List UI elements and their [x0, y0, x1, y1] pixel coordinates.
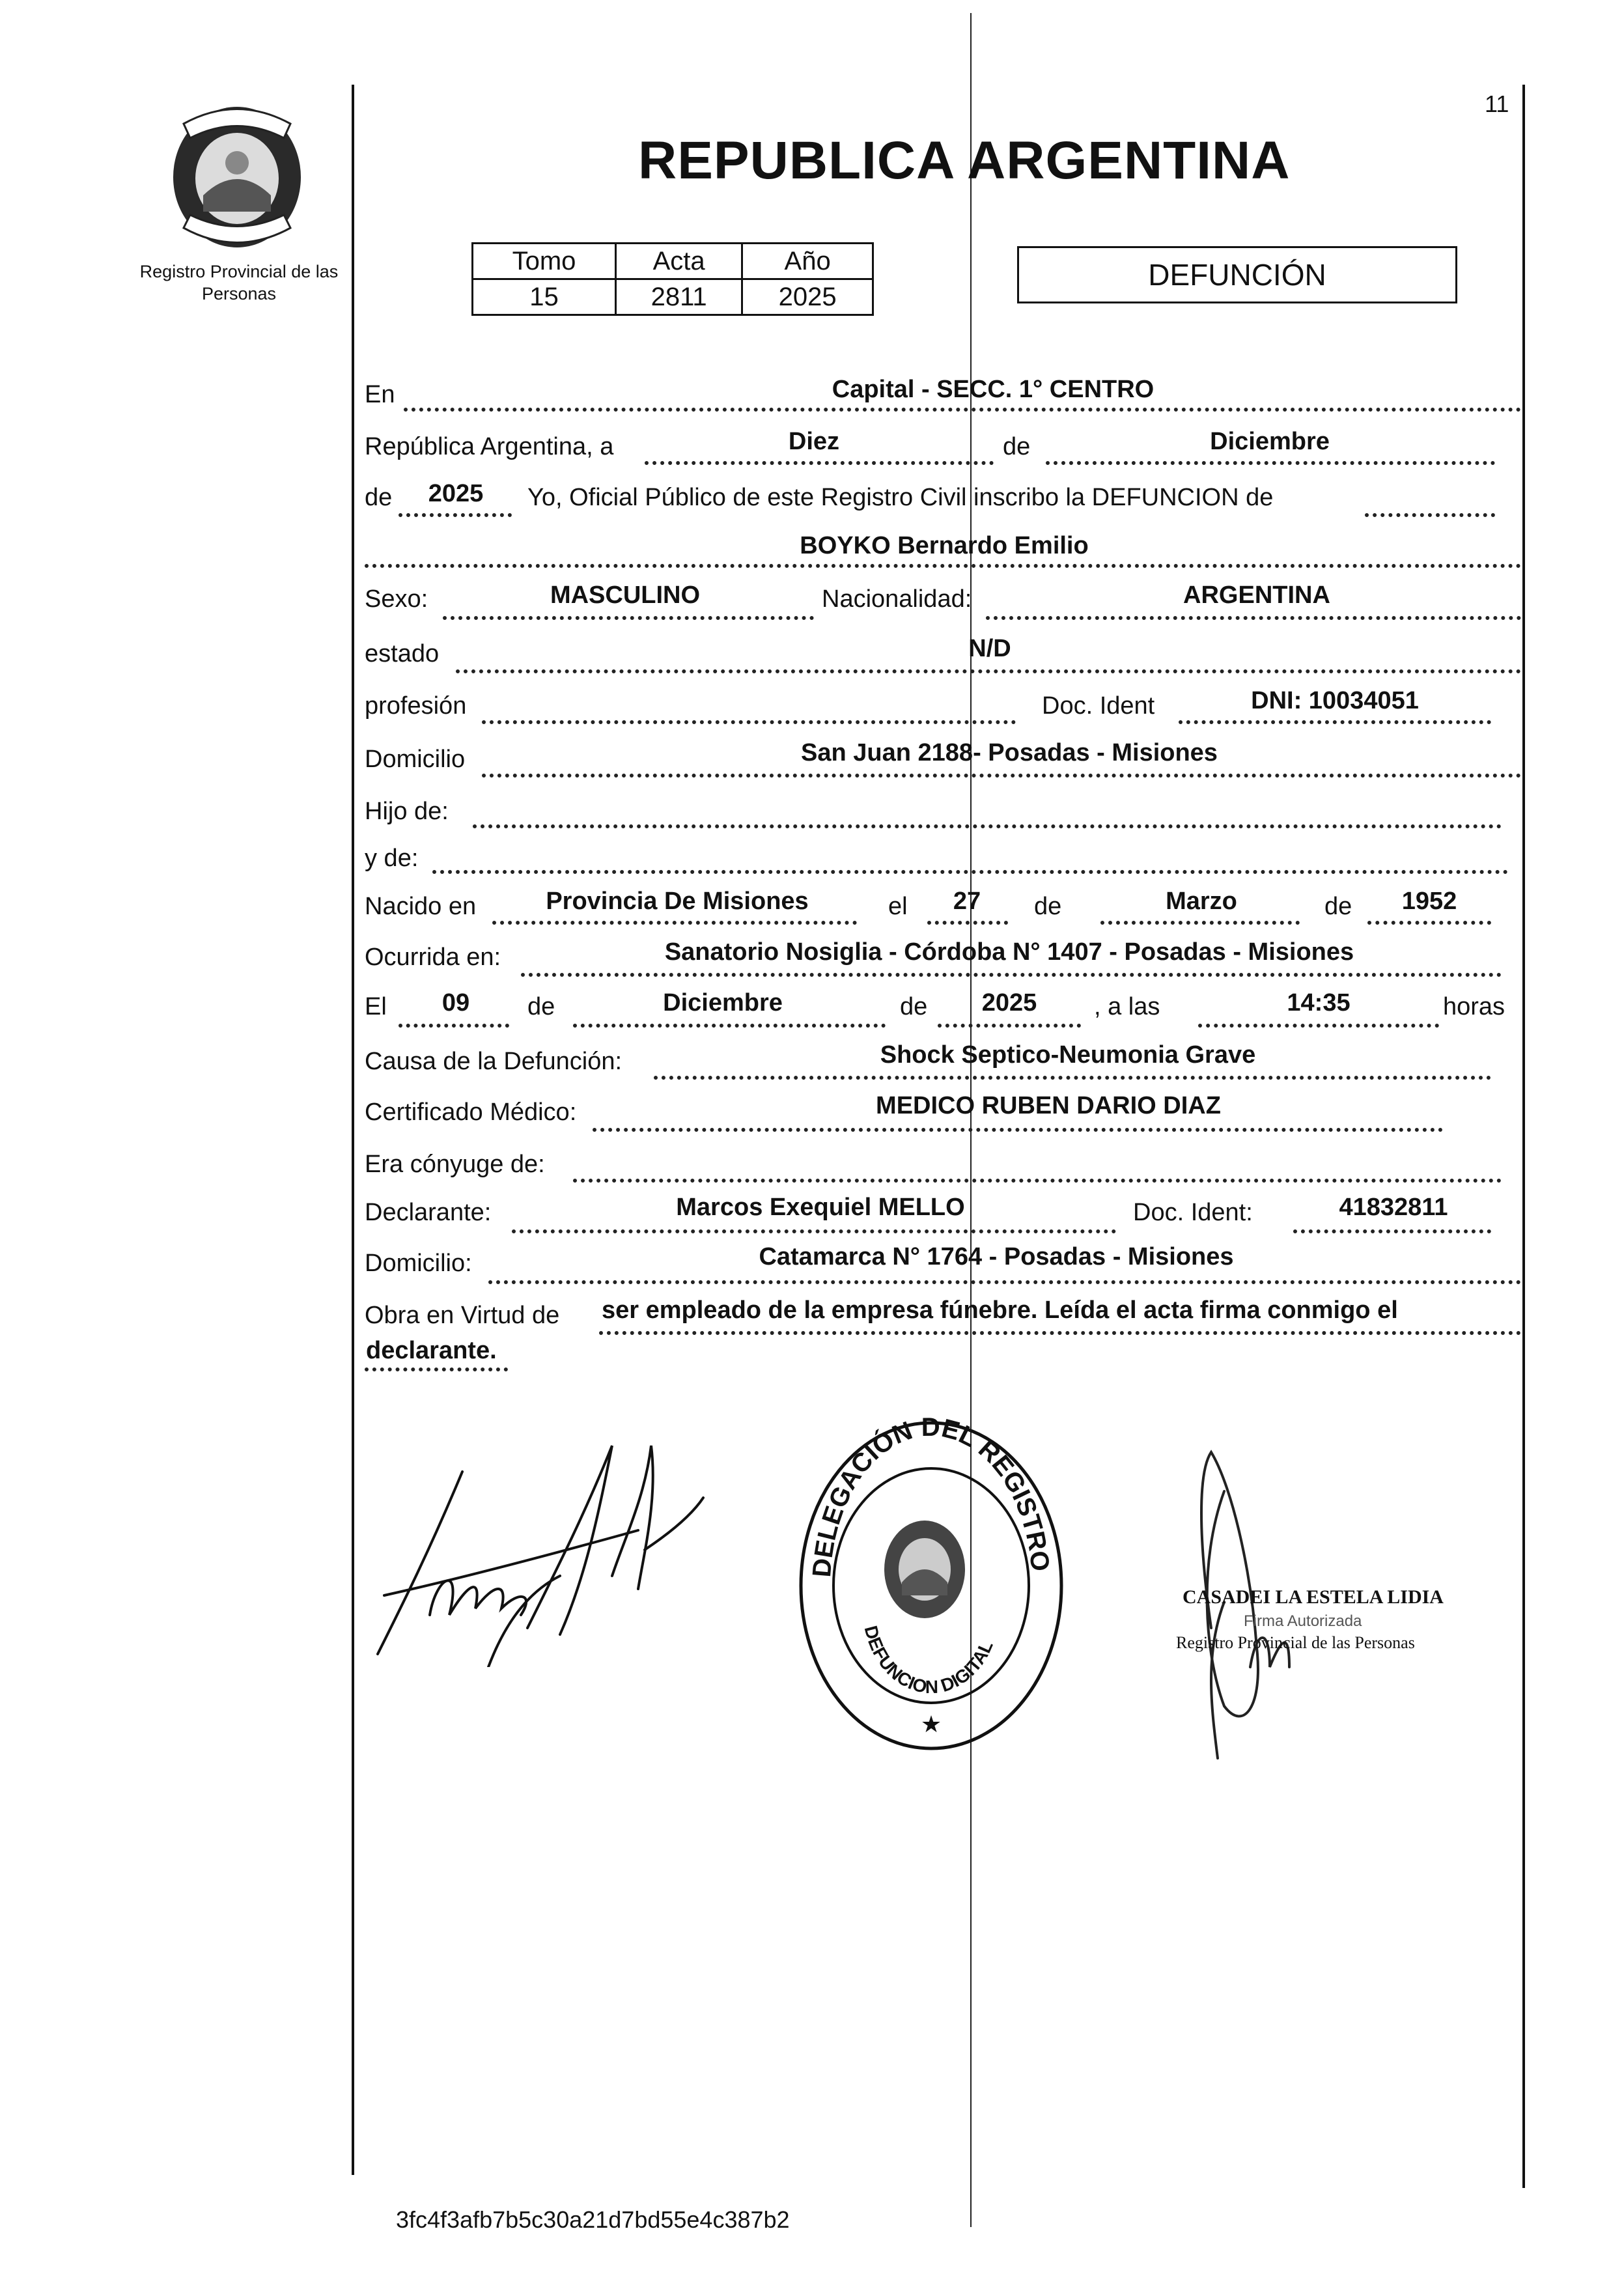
star-icon: ★ [920, 1711, 942, 1737]
birth-month: Marzo [1166, 888, 1237, 915]
death-de1-label: de [527, 993, 555, 1020]
en-value: Capital - SECC. 1° CENTRO [832, 376, 1155, 403]
domicilio2-label: Domicilio: [365, 1250, 472, 1277]
nacido-label: Nacido en [365, 893, 477, 920]
profesion-label: profesión [365, 692, 467, 720]
document-hash: 3fc4f3afb7b5c30a21d7bd55e4c387b2 [396, 2206, 790, 2233]
dotted-line [1179, 720, 1491, 724]
death-year: 2025 [981, 989, 1037, 1017]
dotted-line [1198, 1024, 1439, 1028]
dotted-line [512, 1229, 1116, 1233]
anio-header: Año [742, 244, 873, 279]
month-value: Diciembre [1210, 428, 1330, 455]
dotted-line [365, 1367, 508, 1371]
el2-label: El [365, 993, 387, 1020]
estado-label: estado [365, 640, 440, 667]
page-number: 11 [1485, 91, 1509, 117]
dotted-line [432, 870, 1508, 874]
dotted-line [599, 1331, 1521, 1335]
declarante-label: Declarante: [365, 1199, 492, 1226]
dotted-line [1100, 921, 1300, 925]
el-label: el [888, 893, 908, 920]
dotted-line [492, 921, 857, 925]
death-month: Diciembre [663, 989, 783, 1017]
obra-label: Obra en Virtud de [365, 1302, 560, 1329]
hijo-label: Hijo de: [365, 798, 449, 825]
dotted-line [473, 824, 1502, 828]
seal-inner-text: DEFUNCION DIGITAL [860, 1623, 997, 1698]
dotted-line [482, 720, 1016, 724]
dotted-line [938, 1024, 1081, 1028]
en-label: En [365, 381, 395, 408]
inscribe-text: Yo, Oficial Público de este Registro Civil inscribo la DEFUNCION de [527, 484, 1274, 511]
dotted-line [573, 1024, 886, 1028]
acta-header: Acta [616, 244, 742, 279]
dotted-line [1365, 513, 1495, 517]
causa-label: Causa de la Defunción: [365, 1048, 623, 1075]
dotted-line [986, 616, 1521, 620]
year-value: 2025 [428, 480, 484, 507]
conyuge-label: Era cónyuge de: [365, 1151, 545, 1178]
seal-outer-text: DELEGACIÓN DEL REGISTRO [807, 1413, 1055, 1578]
death-day: 09 [441, 989, 470, 1017]
obra-value-line1: ser empleado de la empresa fúnebre. Leída el acta firma conmigo el [602, 1297, 1398, 1324]
act-reference-table [471, 242, 874, 316]
page-title: REPUBLICA ARGENTINA [638, 131, 1291, 190]
dotted-line [927, 921, 1008, 925]
deceased-name: BOYKO Bernardo Emilio [800, 532, 1089, 559]
birth-day: 27 [953, 888, 981, 915]
dotted-line [1293, 1229, 1491, 1233]
act-type-box: DEFUNCIÓN [1017, 246, 1457, 303]
domicilio-label: Domicilio [365, 746, 466, 773]
dotted-line [482, 774, 1521, 778]
dotted-line [456, 669, 1521, 673]
yde-label: y de: [365, 845, 419, 872]
birth-year: 1952 [1401, 888, 1457, 915]
de2-label: de [365, 484, 393, 511]
ocurrida-value: Sanatorio Nosiglia - Córdoba N° 1407 - Posadas - Misiones [664, 938, 1354, 966]
nacido-value: Provincia De Misiones [546, 888, 809, 915]
dotted-line [593, 1128, 1443, 1132]
republica-label: República Argentina, a [365, 433, 614, 460]
domicilio-value: San Juan 2188- Posadas - Misiones [801, 739, 1218, 766]
dotted-line [443, 616, 814, 620]
anio-value: 2025 [742, 279, 873, 315]
declarante-doc-label: Doc. Ident: [1133, 1199, 1253, 1226]
dotted-line [365, 564, 1521, 568]
left-margin-line [352, 85, 354, 2175]
docident-label: Doc. Ident [1042, 692, 1155, 720]
day-value: Diez [788, 428, 840, 455]
declarant-signature [365, 1420, 729, 1667]
birth-de2-label: de [1324, 893, 1352, 920]
declarante-doc-value: 41832811 [1339, 1194, 1448, 1221]
dotted-line [521, 973, 1502, 977]
ocurrida-label: Ocurrida en: [365, 944, 501, 971]
nacionalidad-value: ARGENTINA [1183, 582, 1330, 609]
certificado-label: Certificado Médico: [365, 1099, 577, 1126]
dotted-line [399, 1024, 509, 1028]
dotted-line [654, 1076, 1491, 1080]
dotted-line [1046, 461, 1495, 465]
estado-value: N/D [968, 635, 1011, 662]
dotted-line [645, 461, 994, 465]
sexo-label: Sexo: [365, 585, 428, 613]
birth-de1-label: de [1034, 893, 1062, 920]
tomo-header: Tomo [473, 244, 616, 279]
obra-value-line2: declarante. [366, 1337, 497, 1364]
fold-crease-line [970, 13, 972, 2227]
acta-value: 2811 [616, 279, 742, 315]
dotted-line [488, 1280, 1521, 1284]
nacionalidad-label: Nacionalidad: [822, 585, 972, 613]
declarante-value: Marcos Exequiel MELLO [676, 1194, 965, 1221]
registry-seal [791, 1413, 1071, 1758]
officer-name: CASADEI LA ESTELA LIDIA [1183, 1586, 1444, 1608]
horas-label: horas [1443, 993, 1505, 1020]
sexo-value: MASCULINO [550, 582, 701, 609]
domicilio2-value: Catamarca N° 1764 - Posadas - Misiones [759, 1243, 1234, 1270]
dotted-line [573, 1179, 1502, 1183]
misiones-emblem-logo [164, 98, 310, 254]
registry-name: Registro Provincial de las Personas [139, 262, 339, 303]
death-time: 14:35 [1287, 989, 1351, 1017]
dotted-line [404, 408, 1521, 412]
docident-value: DNI: 10034051 [1251, 687, 1419, 714]
officer-role: Firma Autorizada [1244, 1612, 1362, 1630]
dotted-line [399, 513, 512, 517]
tomo-value: 15 [473, 279, 616, 315]
causa-value: Shock Septico-Neumonia Grave [880, 1041, 1256, 1069]
officer-org: Registro Provincial de las Personas [1176, 1633, 1415, 1652]
right-margin-line [1522, 85, 1525, 2188]
de1-label: de [1003, 433, 1031, 460]
death-de2-label: de [900, 993, 928, 1020]
alas-label: , a las [1094, 993, 1160, 1020]
dotted-line [1367, 921, 1491, 925]
certificado-value: MEDICO RUBEN DARIO DIAZ [876, 1092, 1221, 1119]
